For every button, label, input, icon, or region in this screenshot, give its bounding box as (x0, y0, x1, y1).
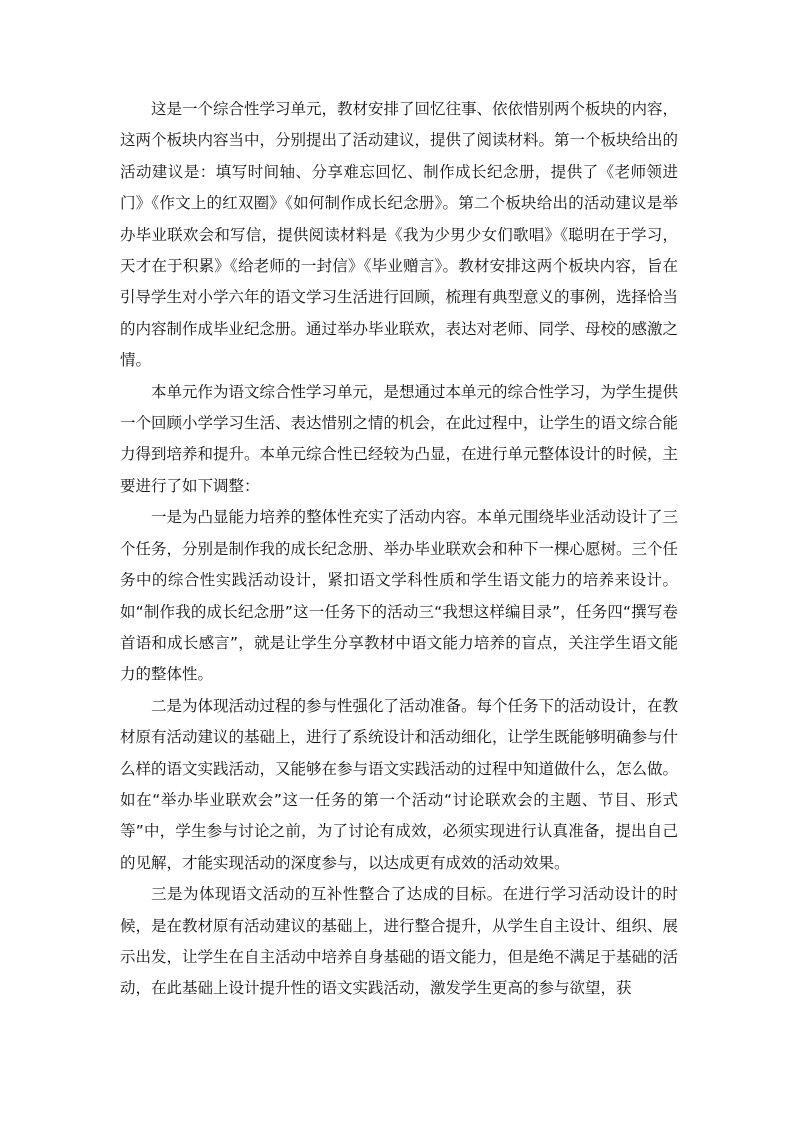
paragraph-unit-purpose: 本单元作为语文综合性学习单元，是想通过本单元的综合性学习，为学生提供一个回顾小学学习生活、表达惜别之情的机会，在此过程中，让学生的语文综合能力得到培养和提升。本单元综合性已经较为凸显，在进行单元整体设计的时候，主要进行了如下调整： (120, 382, 679, 495)
document-body (120, 94, 678, 1005)
paragraph-unit-overview: 这是一个综合性学习单元，教材安排了回忆往事、依依惜别两个板块的内容，这两个板块内容当中，分别提出了活动建议，提供了阅读材料。第一个板块给出的活动建议是：填写时间轴、分享难忘回忆、制作成长纪念册，提供了《老师领进门》《作文上的红双圈》《如何制作成长纪念册》。第二个板块给出的活动建议是举办毕业联欢会和写信，提供阅读材料是《我为少男少女们歌唱》《聪明在于学习，天才在于积累》《给老师的一封信》《毕业赠言》。教材安排这两个板块内容，旨在引导学生对小学六年的语文学习生活进行回顾，梳理有典型意义的事例，选择恰当的内容制作成毕业纪念册。通过举办毕业联欢，表达对老师、同学、母校的感激之情。 (120, 100, 679, 370)
paragraph-adjustment-two: 二是为体现活动过程的参与性强化了活动准备。每个任务下的活动设计，在教材原有活动建议的基础上，进行了系统设计和活动细化，让学生既能够明确参与什么样的语文实践活动，又能够在参与语文实践活动的过程中知道做什么，怎么做。如在“举办毕业联欢会”这一任务的第一个活动“讨论联欢会的主题、节目、形式等”中，学生参与讨论之前，为了讨论有成效，必须实现进行认真准备，提出自己的见解，才能实现活动的深度参与，以达成更有成效的活动效果。 (120, 696, 679, 872)
paragraph-adjustment-three: 三是为体现语文活动的互补性整合了达成的目标。在进行学习活动设计的时候，是在教材原有活动建议的基础上，进行整合提升，从学生自主设计、组织、展示出发，让学生在自主活动中培养自身基础的语文能力，但是绝不满足于基础的活动，在此基础上设计提升性的语文实践活动，激发学生更高的参与欲望，获 (120, 885, 679, 998)
paragraph-adjustment-one: 一是为凸显能力培养的整体性充实了活动内容。本单元围绕毕业活动设计了三个任务，分别是制作我的成长纪念册、举办毕业联欢会和种下一棵心愿树。三个任务中的综合性实践活动设计，紧扣语文学科性质和学生语文能力的培养来设计。如“制作我的成长纪念册”这一任务下的活动三“我想这样编目录”，任务四“撰写卷首语和成长感言”，就是让学生分享教材中语文能力培养的盲点，关注学生语文能力的整体性。 (120, 508, 679, 684)
